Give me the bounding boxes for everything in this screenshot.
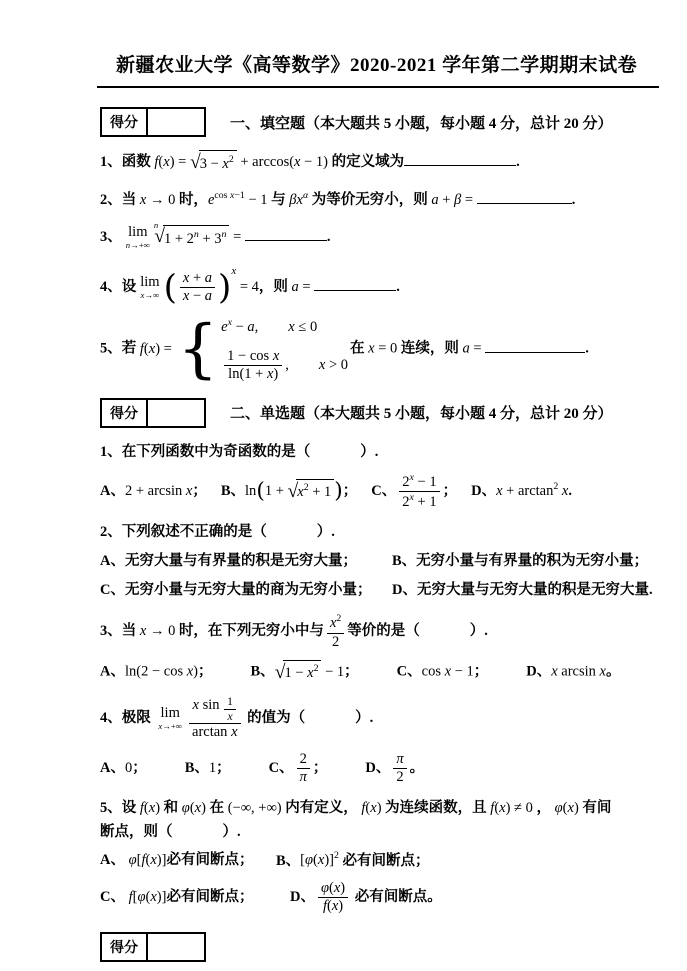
answer-blank (477, 189, 572, 204)
s2-q1-options: A、2 + arcsin x； B、ln(1 + √ $x^2 + 1$ )； C、 $\frac{2^x - 1}{2^x + 1}$ ； D、$x + \arctan^2 x$. (100, 472, 572, 511)
s2-q5-options-ab: A、 φ[f(x)]必有间断点； B、$[\varphi(x)]^2$ 必有间断点； (100, 850, 430, 869)
s2-question-3: 3、当 x → 0 时，在下列无穷小中与 $\frac{x^2}{2}$ 等价的是（ ）. (100, 613, 488, 650)
s2-q2-options-ab: A、无穷大量与有界量的积是无穷大量； B、无穷小量与有界量的积为无穷小量； (100, 552, 649, 569)
score-box-2 (100, 398, 206, 428)
answer-blank (314, 276, 396, 291)
score-label: 得分 (102, 934, 148, 960)
score-box-1 (100, 107, 206, 137)
s2-question-5-line1: 5、设 f(x) 和 φ(x) 在 (−∞, +∞) 内有定义， f(x) 为连续函数，且 f(x) ≠ 0 ， φ(x) 有间 (100, 799, 612, 816)
score-value-field (148, 400, 204, 426)
s1-question-2: 2、当 x → 0 时，$e^{cos x-1} - 1$ 与 $\beta x^\alpha$ 为等价无穷小，则 a + β = . (100, 190, 576, 209)
s1-question-4: 4、设 lim x→∞ ( $\frac{x + a}{x - a}$ )$^x$ = 4，则 a = . (100, 264, 400, 308)
s2-question-4: 4、极限 lim x→+∞ x sin $\frac{1}{x}$ arctan x 的值为（ ）. (100, 694, 374, 741)
score-label: 得分 (102, 109, 148, 135)
s1-question-5: 5、若 f(x) = { $e^x - a$, x ≤ 0 $\frac{\text{1 − cos x}}{\ln(1 + x)}$ , x > 0 在 x = 0 连续，则 a = . (100, 312, 589, 387)
answer-blank (485, 338, 585, 353)
s2-q2-options-cd: C、无穷小量与无穷大量的商为无穷小量； D、无穷大量与无穷大量的积是无穷大量. (100, 581, 653, 598)
answer-blank (245, 226, 327, 241)
s1-question-3: 3、 lim n→+∞ $^n$ √ $1 + 2^n + 3^n$ = . (100, 219, 331, 251)
score-value-field (148, 109, 204, 135)
section3-header (100, 932, 659, 962)
section2-heading: 二、单选题（本大题共 5 小题，每小题 4 分，总计 20 分） (230, 406, 613, 423)
s2-q3-options: A、ln(2 − cos x)； B、 √ $1 - x^2$ − 1； C、cos x − 1； D、x arcsin x。 (100, 660, 659, 685)
s2-q4-options: A、0； B、1； C、 $\frac{2}{\pi}$ ； D、 $\frac{\pi}{2}$ 。 (100, 750, 425, 786)
answer-blank (404, 151, 516, 166)
score-box-3 (100, 932, 206, 962)
section1-heading: 一、填空题（本大题共 5 小题，每小题 4 分，总计 20 分） (230, 115, 613, 132)
s2-q5-options-cd: C、 f[φ(x)]必有间断点； D、 $\frac{\varphi(x)}{f(x)}$ 必有间断点。 (100, 880, 442, 915)
s2-question-5-line2: 断点，则（ ）. (100, 824, 241, 841)
s1-question-1: 1、函数 f(x) = √ $3 - x^2$ + arccos(x − 1) 的定义域为 . (100, 150, 659, 175)
s2-question-1: 1、在下列函数中为奇函数的是（ ）. (100, 443, 379, 460)
page-title: 新疆农业大学《高等数学》2020-2021 学年第二学期期末试卷 (116, 55, 638, 76)
section1-header (100, 107, 659, 137)
title-divider (97, 86, 659, 88)
s2-question-2: 2、下列叙述不正确的是（ ）. (100, 524, 335, 541)
section2-header (100, 398, 659, 428)
score-value-field (148, 934, 204, 960)
score-label: 得分 (102, 400, 148, 426)
